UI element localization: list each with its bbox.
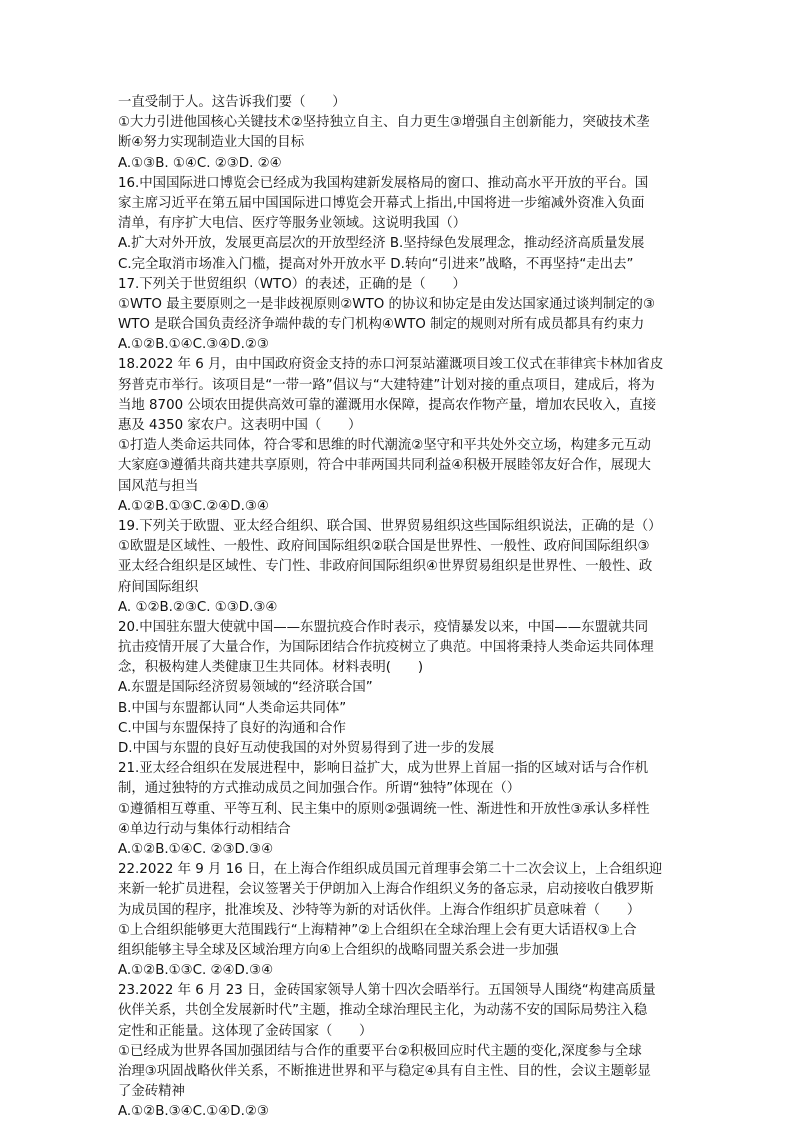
question-18 (118, 355, 688, 517)
option-line: C.完全取消市场准入门槛，提高对外开放水平 D.转向“引进来”战略，不再坚持“走出去” (118, 256, 634, 272)
answer-choices: A.①②B.①③C. ②④D.③④ (118, 963, 274, 979)
answer-choices: A. ①②B.②③C. ①③D.③④ (118, 599, 278, 615)
option-line: 断④努力实现制造业大国的目标 (118, 135, 305, 151)
option-line: A.扩大对外开放，发展更高层次的开放型经济 B.坚持绿色发展理念，推动经济高质量发展 (118, 236, 645, 252)
option-d: D.中国与东盟的良好互动使我国的对外贸易得到了进一步的发展 (118, 741, 495, 756)
option-line: 大家庭③遵循共商共建共享原则，符合中菲两国共同利益④积极开展睦邻友好合作，展现大 (118, 458, 651, 474)
question-20 (118, 618, 688, 759)
option-line: ①欧盟是区域性、一般性、政府间国际组织②联合国是世界性、一般性、政府间国际组织③ (118, 539, 650, 555)
option-b: B.中国与东盟都认同“人类命运共同体” (118, 700, 347, 716)
option-line: 治理③巩固战略伙伴关系，不断推进世界和平与稳定④具有自主性、目的性，会议主题彰显 (118, 1064, 651, 1079)
stem-line: 家主席习近平在第五届中国国际进口博览会开幕式上指出,中国将进一步缩减外资准入负面 (118, 195, 645, 211)
option-line: ①遵循相互尊重、平等互利、民主集中的原则②强调统一性、渐进性和开放性③承认多样性 (118, 801, 650, 817)
stem-line: 23.2022 年 6 月 23 日，金砖国家领导人第十四次会晤举行。五国领导人围绕“构建高质量 (118, 983, 656, 999)
option-line: ①已经成为世界各国加强团结与合作的重要平台②积极回应时代主题的变化,深度参与全球 (118, 1043, 642, 1059)
stem-line: 19.下列关于欧盟、亚太经合组织、联合国、世界贸易组织这些国际组织说法，正确的是（） (118, 518, 662, 534)
answer-choices: A.①②B.①④C. ②③D.③④ (118, 841, 274, 857)
stem-line: 20.中国驻东盟大使就中国——东盟抗疫合作时表示，疫情暴发以来，中国——东盟就共同 (118, 619, 649, 635)
stem-line: 当地 8700 公顷农田提供高效可靠的灌溉用水保障，提高农作物产量，增加农民收入，直接 (118, 397, 657, 413)
stem-line: 制，通过独特的方式推动成员之间加强合作。所谓“独特”体现在（） (118, 781, 521, 797)
answer-choices: A.①③B. ①④C. ②③D. ②④ (118, 155, 282, 171)
option-line: ④单边行动与集体行动相结合 (118, 821, 291, 837)
option-line: ①打造人类命运共同体，符合零和思维的时代潮流②坚守和平共处外交立场，构建多元互动 (118, 438, 651, 454)
answer-choices: A.①②B.①④C.③④D.②③ (118, 337, 269, 353)
stem-line: 定性和正能量。这体现了金砖国家（ ） (118, 1023, 373, 1039)
stem-line: 18.2022 年 6 月，由中国政府资金支持的赤口河泵站灌溉项目竣工仪式在菲律宾卡林加省皮 (118, 357, 664, 373)
question-22 (118, 860, 688, 981)
option-line: ①WTO 最主要原则之一是非歧视原则②WTO 的协议和协定是由发达国家通过谈判制定的③ (118, 296, 655, 312)
option-line: WTO 是联合国负责经济争端仲裁的专门机构④WTO 制定的规则对所有成员都具有约束力 (118, 317, 645, 333)
option-line: 了金砖精神 (118, 1084, 185, 1100)
option-c: C.中国与东盟保持了良好的沟通和合作 (118, 720, 346, 736)
option-line: 亚太经合组织是区域性、专门性、非政府间国际组织④世界贸易组织是世界性、一般性、政 (118, 559, 653, 575)
stem-line: 来新一轮扩员进程，会议签署关于伊朗加入上海合作组织义务的备忘录，启动接收白俄罗斯 (118, 882, 654, 898)
stem-line: 清单，有序扩大电信、医疗等服务业领域。这说明我国（） (118, 216, 467, 232)
answer-choices: A.①②B.①③C.②④D.③④ (118, 498, 269, 514)
question-19 (118, 517, 688, 618)
stem-line: 努普克市举行。该项目是“一带一路”倡议与“大建特建”计划对接的重点项目，建成后，将为 (118, 377, 655, 393)
stem-line: 念，积极构建人类健康卫生共同体。材料表明( ) (118, 660, 424, 676)
option-a: A.东盟是国际经济贸易领域的“经济联合国” (118, 680, 373, 696)
stem-line: 21.亚太经合组织在发展进程中，影响日益扩大，成为世界上首屈一指的区域对话与合作机 (118, 761, 649, 777)
question-15-tail (118, 93, 688, 174)
stem-line: 伙伴关系，共创全发展新时代”主题，推动全球治理民主化，为动荡不安的国际局势注入稳 (118, 1003, 648, 1019)
stem-line: 惠及 4350 家农户。这表明中国（ ） (118, 418, 362, 433)
option-line: ①大力引进他国核心关键技术②坚持独立自主、自力更生③增强自主创新能力，突破技术垄 (118, 115, 650, 131)
stem-line: 16.中国国际进口博览会已经成为我国构建新发展格局的窗口、推动高水平开放的平台。国 (118, 175, 649, 191)
option-line: 府间国际组织 (118, 579, 199, 595)
option-line: 组织能够主导全球及区域治理方向④上合组织的战略同盟关系会进一步加强 (118, 942, 559, 958)
question-16 (118, 174, 688, 275)
question-21 (118, 759, 688, 860)
stem-line: 22.2022 年 9 月 16 日，在上海合作组织成员国元首理事会第二十二次会议上，上合组织迎 (118, 862, 663, 878)
question-17 (118, 275, 688, 356)
stem-line: 为成员国的程序，批准埃及、沙特等为新的对话伙伴。上海合作组织扩员意味着（ ） (118, 902, 641, 918)
stem-line: 抗击疫情开展了大量合作，为国际团结合作抗疫树立了典范。中国将秉持人类命运共同体理 (118, 640, 654, 656)
option-line: 国风范与担当 (118, 478, 199, 494)
stem-line: 17.下列关于世贸组织（WTO）的表述，正确的是（ ） (118, 276, 466, 292)
answer-choices: A.①②B.③④C.①④D.②③ (118, 1104, 269, 1120)
stem-line: 一直受制于人。这告诉我们要（ ） (118, 95, 346, 110)
option-line: ①上合组织能够更大范围践行“上海精神”②上合组织在全球治理上会有更大话语权③上合 (118, 922, 637, 938)
exam-page (118, 93, 688, 1123)
question-23 (118, 981, 688, 1122)
